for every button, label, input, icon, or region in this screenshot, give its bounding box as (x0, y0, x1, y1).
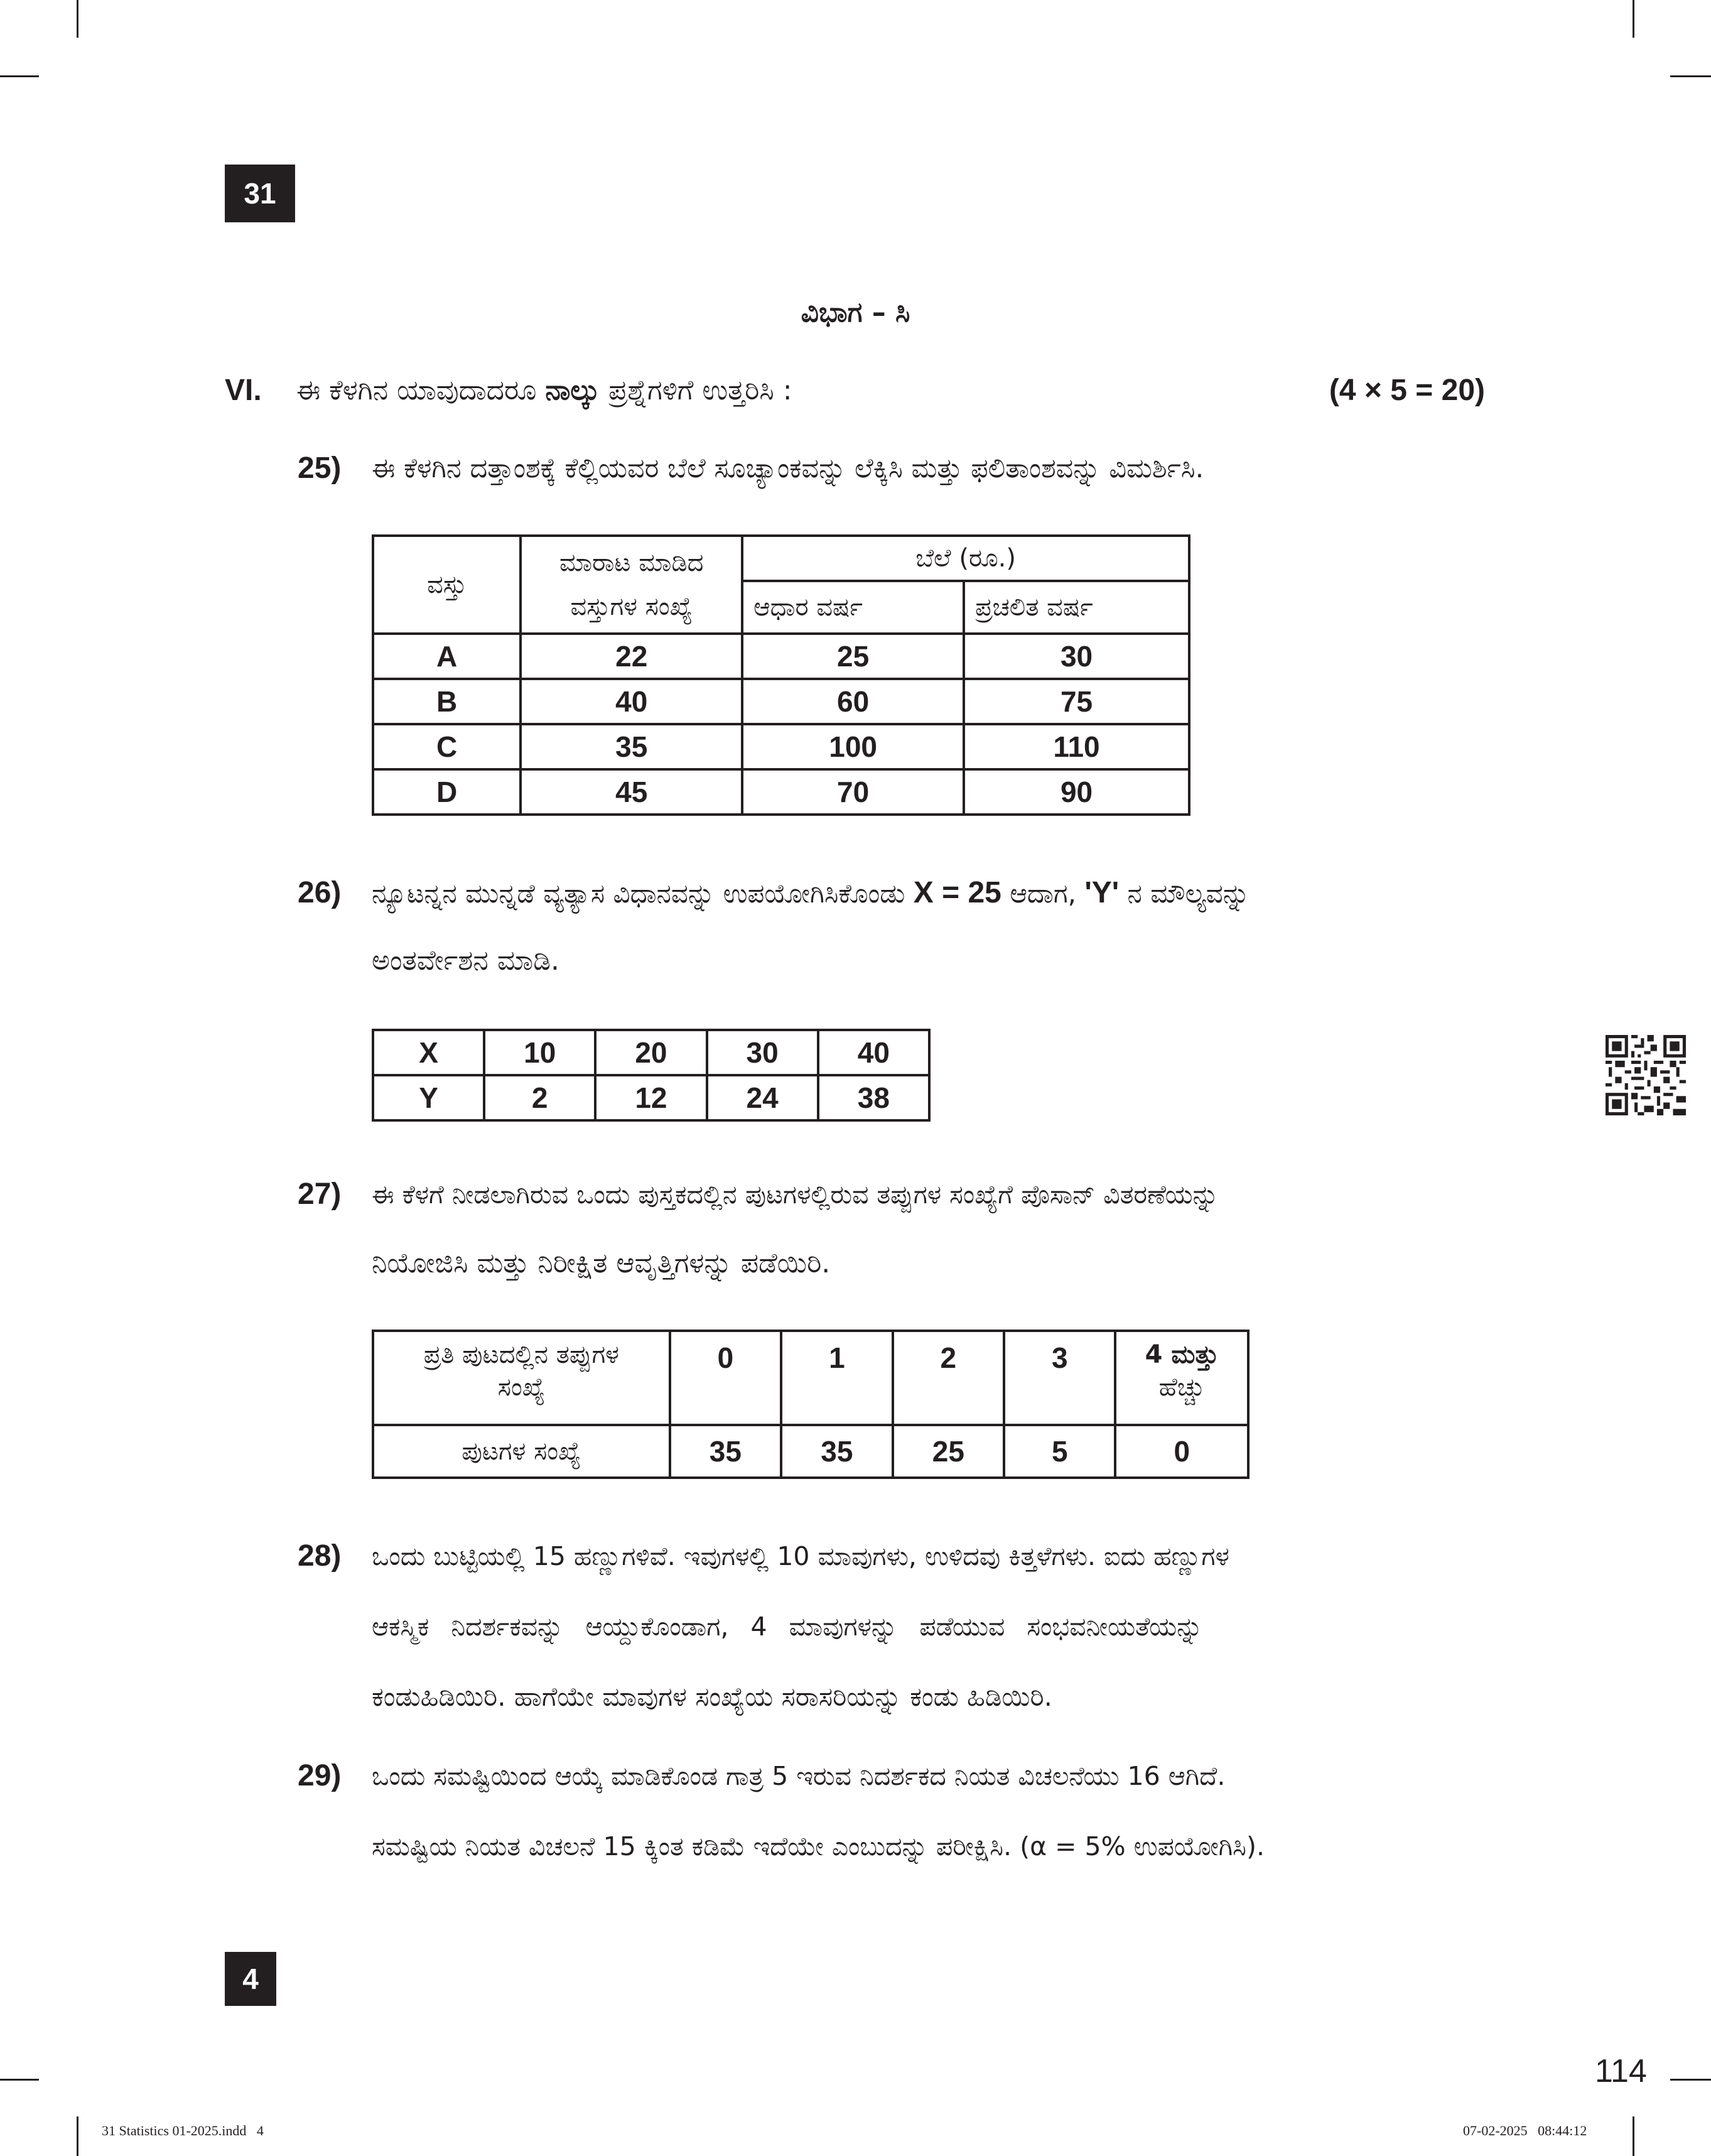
header-base-year: ಆಧಾರ ವರ್ಷ (742, 581, 964, 634)
instruction-text-bold: ನಾಲ್ಕು (545, 374, 600, 406)
cell-x: 10 (484, 1030, 595, 1075)
q26-text-a: ನ್ಯೂಟನ್ನನ ಮುನ್ನಡೆ ವ್ಯತ್ಯಾಸ ವಿಧಾನವನ್ನು ಉಪಯೋಗಿಸಿಕೊಂಡು (372, 878, 914, 909)
cell-pages: 25 (893, 1425, 1004, 1478)
question-25-number: 25) (298, 452, 342, 485)
cell-qty: 45 (521, 769, 742, 815)
q26-text-d: 'Y' (1084, 876, 1120, 909)
question-27-table (372, 1330, 1250, 1479)
header-item: ವಸ್ತು (373, 536, 521, 634)
cell-errors: 3 (1004, 1331, 1115, 1425)
table-row (373, 634, 1189, 679)
question-27-line2: ನಿಯೋಜಿಸಿ ಮತ್ತು ನಿರೀಕ್ಷಿತ ಆವೃತ್ತಿಗಳನ್ನು ಪಡೆಯಿರಿ. (372, 1247, 831, 1279)
cell-errors: 2 (893, 1331, 1004, 1425)
cell-base: 100 (742, 724, 964, 769)
section-roman-numeral: VI. (225, 374, 262, 407)
question-26-table (372, 1029, 931, 1122)
header-quantity-sold (521, 536, 742, 634)
question-29-line1: ಒಂದು ಸಮಷ್ಟಿಯಿಂದ ಆಯ್ಕೆ ಮಾಡಿಕೊಂಡ ಗಾತ್ರ 5 ಇರುವ ನಿದರ್ಶಕದ ನಿಯತ ವಿಚಲನೆಯು 16 ಆಗಿದೆ. (372, 1761, 1226, 1791)
subject-code-badge: 31 (225, 165, 295, 222)
section-marks: (4 × 5 = 20) (1329, 374, 1485, 407)
cell-item: A (373, 634, 521, 679)
question-29-line2: ಸಮಷ್ಟಿಯ ನಿಯತ ವಿಚಲನೆ 15 ಕ್ಕಿಂತ ಕಡಿಮೆ ಇದೆಯೇ ಎಂಬುದನ್ನು ಪರೀಕ್ಷಿಸಿ. (α = 5% ಉಪಯೋಗಿಸಿ). (372, 1831, 1265, 1861)
cell-base: 70 (742, 769, 964, 815)
cell-pages: 5 (1004, 1425, 1115, 1478)
cell-pages: 35 (781, 1425, 892, 1478)
header-quantity-line1: ಮಾರಾಟ ಮಾಡಿದ (559, 548, 704, 577)
q26-text-b: X = 25 (913, 876, 1001, 909)
header-quantity-line2: ವಸ್ತುಗಳ ಸಂಖ್ಯೆ (570, 592, 693, 621)
cell-y: 24 (707, 1075, 818, 1120)
table-row (373, 769, 1189, 815)
cell-item: D (373, 769, 521, 815)
cell-pages: 35 (670, 1425, 781, 1478)
table-row (373, 1075, 929, 1120)
question-25-table (372, 534, 1190, 816)
cell-qty: 22 (521, 634, 742, 679)
cell-current: 110 (964, 724, 1189, 769)
cell-x: 20 (595, 1030, 706, 1075)
crop-mark-top-left-v (77, 0, 78, 38)
cell-errors: 0 (670, 1331, 781, 1425)
question-27-line1: ಈ ಕೆಳಗೆ ನೀಡಲಾಗಿರುವ ಒಂದು ಪುಸ್ತಕದಲ್ಲಿನ ಪುಟಗಳಲ್ಲಿರುವ ತಪ್ಪುಗಳ ಸಂಖ್ಯೆಗೆ ಪೊಸಾನ್ ವಿತರಣೆಯನ್ನು (372, 1179, 1219, 1210)
question-26-line1 (372, 874, 1250, 913)
crop-mark-top-left-h (0, 75, 39, 77)
cell-base: 25 (742, 634, 964, 679)
cell-y: 38 (818, 1075, 929, 1120)
question-28-line2: ಆಕಸ್ಮಿಕ ನಿದರ್ಶಕವನ್ನು ಆಯ್ದುಕೊಂಡಾಗ, 4 ಮಾವುಗಳನ್ನು ಪಡೆಯುವ ಸಂಭವನೀಯತೆಯನ್ನು (372, 1612, 1203, 1642)
cell-base: 60 (742, 679, 964, 724)
table-row (373, 679, 1189, 724)
header-errors-line1: ಪ್ರತಿ ಪುಟದಲ್ಲಿನ ತಪ್ಪುಗಳ (423, 1340, 619, 1369)
cell-item: B (373, 679, 521, 724)
cell-errors-last-line1: 4 ಮತ್ತು (1145, 1340, 1219, 1369)
header-price: ಬೆಲೆ (ರೂ.) (742, 536, 1189, 581)
crop-mark-bottom-left-v (77, 2116, 78, 2156)
question-28-line1: ಒಂದು ಬುಟ್ಟಿಯಲ್ಲಿ 15 ಹಣ್ಣುಗಳಿವೆ. ಇವುಗಳಲ್ಲಿ 10 ಮಾವುಗಳು, ಉಳಿದವು ಕಿತ್ತಳೆಗಳು. ಐದು ಹಣ್ಣುಗಳ (372, 1541, 1229, 1571)
section-instruction (296, 372, 792, 409)
cell-qty: 35 (521, 724, 742, 769)
question-28-line3: ಕಂಡುಹಿಡಿಯಿರಿ. ಹಾಗೆಯೇ ಮಾವುಗಳ ಸಂಖ್ಯೆಯ ಸರಾಸರಿಯನ್ನು ಕಂಡು ಹಿಡಿಯಿರಿ. (372, 1681, 1052, 1712)
cell-current: 30 (964, 634, 1189, 679)
crop-mark-bottom-right-h (1670, 2079, 1711, 2081)
crop-mark-top-right-h (1670, 75, 1711, 77)
header-current-year: ಪ್ರಚಲಿತ ವರ್ಷ (964, 581, 1189, 634)
footer-file-info: 31 Statistics 01-2025.indd 4 (102, 2123, 264, 2138)
instruction-text-after: ಪ್ರಶ್ನೆಗಳಿಗೆ ಉತ್ತರಿಸಿ : (600, 374, 792, 406)
cell-errors-last-line2: ಹೆಚ್ಚು (1158, 1373, 1205, 1402)
qr-code (1606, 1035, 1686, 1115)
crop-mark-bottom-left-h (0, 2079, 39, 2081)
footer-timestamp: 07-02-2025 08:44:12 (1463, 2123, 1587, 2138)
cell-y: 2 (484, 1075, 595, 1120)
q26-text-c: ಆದಾಗ, (1001, 878, 1085, 909)
table-row (373, 1331, 1248, 1425)
page-number: 114 (1595, 2053, 1647, 2089)
table-row (373, 724, 1189, 769)
header-errors-per-page (373, 1331, 670, 1425)
question-27-number: 27) (298, 1178, 342, 1211)
q26-text-e: ನ ಮೌಲ್ಯವನ್ನು (1119, 878, 1250, 909)
cell-x-label: X (373, 1030, 484, 1075)
question-26-number: 26) (298, 876, 342, 909)
table-row (373, 1030, 929, 1075)
cell-y: 12 (595, 1075, 706, 1120)
cell-errors-4-and-more (1115, 1331, 1248, 1425)
cell-x: 40 (818, 1030, 929, 1075)
cell-item: C (373, 724, 521, 769)
cell-pages: 0 (1115, 1425, 1248, 1478)
instruction-text-before: ಈ ಕೆಳಗಿನ ಯಾವುದಾದರೂ (296, 374, 546, 406)
cell-qty: 40 (521, 679, 742, 724)
header-errors-line2: ಸಂಖ್ಯೆ (497, 1373, 545, 1402)
cell-errors: 1 (781, 1331, 892, 1425)
question-26-line2: ಅಂತರ್ವೇಶನ ಮಾಡಿ. (372, 945, 559, 977)
crop-mark-bottom-right-v (1633, 2116, 1634, 2156)
page-badge: 4 (225, 1952, 276, 2006)
cell-current: 90 (964, 769, 1189, 815)
question-25-text: ಈ ಕೆಳಗಿನ ದತ್ತಾಂಶಕ್ಕೆ ಕೆಲ್ಲಿಯವರ ಬೆಲೆ ಸೂಚ್ಯಾಂಕವನ್ನು ಲೆಕ್ಕಿಸಿ ಮತ್ತು ಫಲಿತಾಂಶವನ್ನು ವಿಮರ್ಶಿಸಿ. (372, 453, 1204, 484)
table-row (373, 1425, 1248, 1478)
cell-x: 30 (707, 1030, 818, 1075)
cell-current: 75 (964, 679, 1189, 724)
header-number-of-pages: ಪುಟಗಳ ಸಂಖ್ಯೆ (373, 1425, 670, 1478)
question-29-number: 29) (298, 1759, 342, 1792)
crop-mark-top-right-v (1633, 0, 1634, 38)
question-28-number: 28) (298, 1539, 342, 1573)
cell-y-label: Y (373, 1075, 484, 1120)
section-title: ವಿಭಾಗ – ಸಿ (801, 296, 910, 328)
